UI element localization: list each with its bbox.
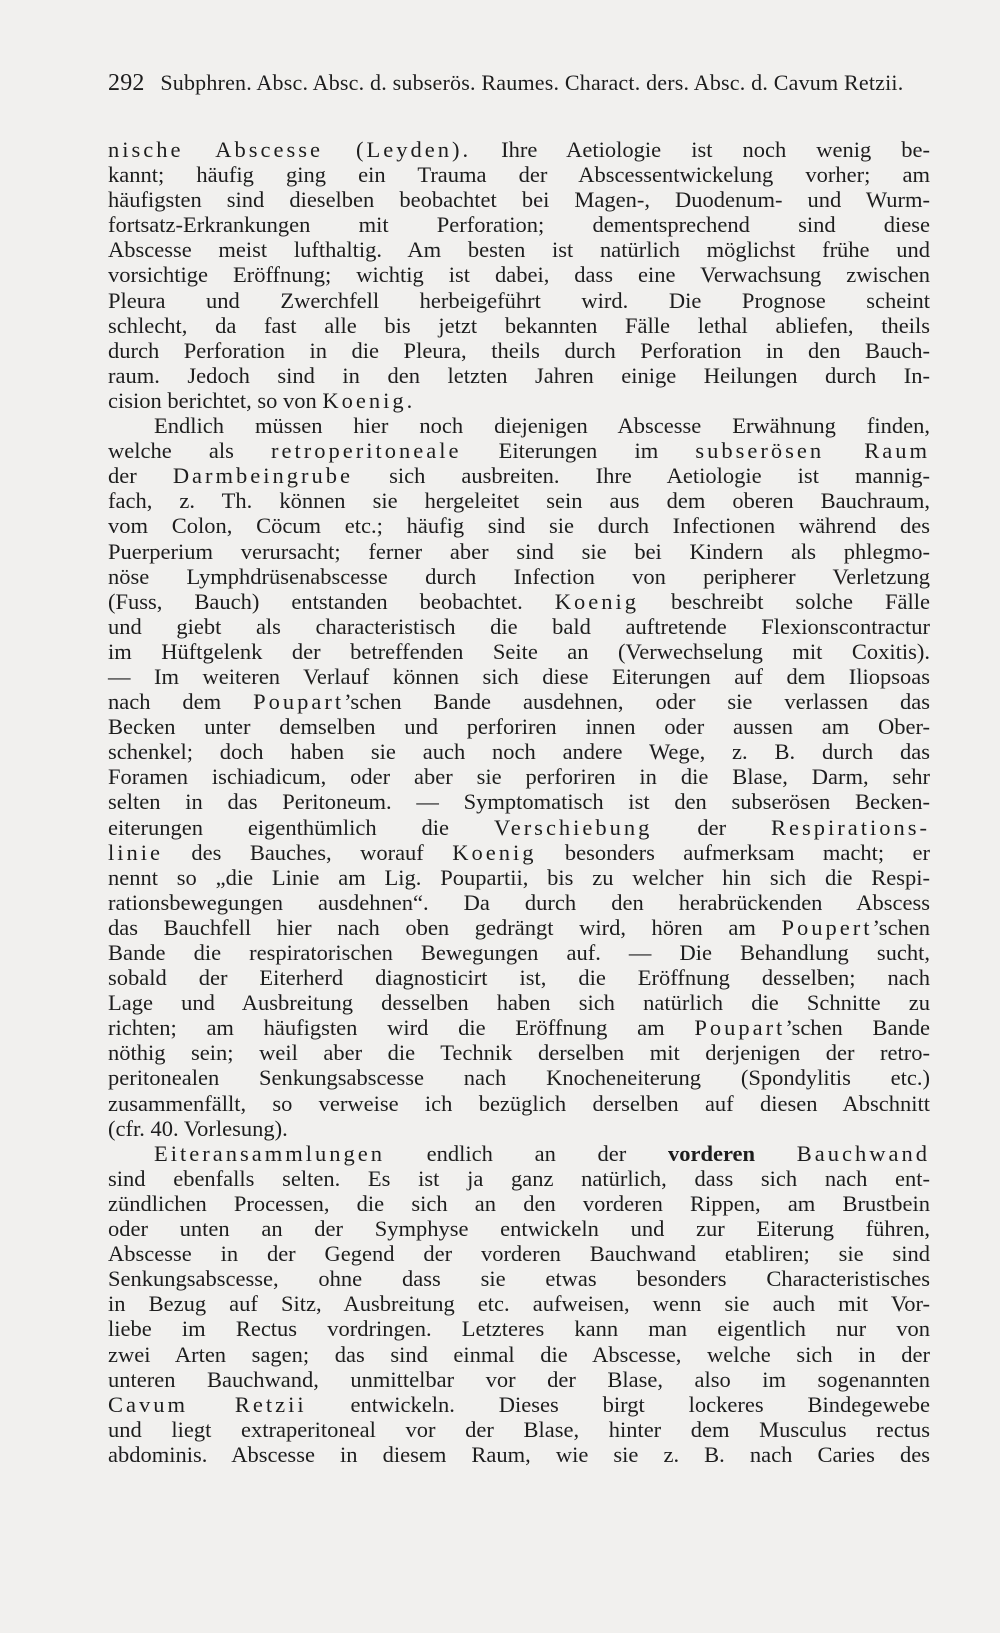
page-number: 292: [108, 70, 145, 96]
text-line: [108, 1342, 930, 1367]
text-segment: selten in das Peritoneum. — Symptomatisch ist den subserösen Becken-: [108, 789, 930, 815]
text-segment: kannt; häufig ging ein Trauma der Abscessentwickelung vorher; am: [108, 162, 930, 188]
text-line: [108, 789, 930, 814]
text-line: [108, 639, 930, 664]
text-line: [108, 488, 930, 513]
text-line: [108, 463, 930, 488]
text-line: [108, 1392, 930, 1417]
text-line: [108, 1367, 930, 1392]
text-segment: besonders aufmerksam macht; er: [536, 839, 931, 865]
text-segment: cision berichtet, so von: [108, 387, 323, 413]
spaced-emphasis: Poupart: [253, 689, 345, 715]
spaced-emphasis: linie: [108, 839, 163, 865]
text-segment: zwei Arten sagen; das sind einmal die Abscesse, welche sich in der: [108, 1341, 930, 1367]
text-line: [108, 1316, 930, 1341]
text-segment: (Fuss, Bauch) entstanden beobachtet.: [108, 588, 555, 614]
text-segment: Endlich müssen hier noch diejenigen Abscesse Erwähnung finden,: [154, 413, 930, 439]
text-segment: oder unten an der Symphyse entwickeln und zur Eiterung führen,: [108, 1216, 930, 1242]
text-line: [108, 1241, 930, 1266]
spaced-emphasis: Eiteransammlungen: [154, 1140, 385, 1166]
text-segment: entwickeln. Dieses birgt lockeres Bindegewebe: [306, 1391, 930, 1417]
text-line: [108, 513, 930, 538]
text-line: [108, 689, 930, 714]
spaced-emphasis: Koenig: [322, 387, 407, 413]
text-segment: liebe im Rectus vordringen. Letzteres kann man eigentlich nur von: [108, 1316, 930, 1342]
spaced-emphasis: Poupert: [781, 914, 873, 940]
text-segment: nöse Lymphdrüsenabscesse durch Infection von peripherer Verletzung: [108, 563, 930, 589]
text-segment: schenkel; doch haben sie auch noch andere Wege, z. B. durch das: [108, 739, 930, 765]
text-line: [108, 1417, 930, 1442]
text-segment: des Bauches, worauf: [163, 839, 453, 865]
text-line: [108, 915, 930, 940]
text-line: [108, 1116, 930, 1141]
text-segment: der: [108, 463, 173, 489]
text-segment: (cfr. 40. Vorlesung).: [108, 1115, 288, 1141]
text-segment: richten; am häufigsten wird die Eröffnung am: [108, 1015, 695, 1041]
text-line: [108, 664, 930, 689]
spaced-emphasis: Cavum Retzii: [108, 1391, 307, 1417]
text-segment: in Bezug auf Sitz, Ausbreitung etc. aufweisen, wenn sie auch mit Vor-: [108, 1291, 930, 1317]
text-segment: fach, z. Th. können sie hergeleitet sein aus dem oberen Bauchraum,: [108, 488, 930, 514]
text-line: [108, 237, 930, 262]
text-line: [108, 965, 930, 990]
text-line: [108, 288, 930, 313]
text-line: [108, 313, 930, 338]
text-segment: Eiterungen im: [461, 438, 696, 464]
text-line: [108, 1216, 930, 1241]
spaced-emphasis: Bauchwand: [796, 1140, 930, 1166]
text-segment: nennt so „die Linie am Lig. Poupartii, bis zu welcher hin sich die Respi-: [108, 864, 930, 890]
text-segment: vom Colon, Cöcum etc.; häufig sind sie durch Infectionen während des: [108, 513, 930, 539]
text-line: [108, 1291, 930, 1316]
text-line: [108, 1091, 930, 1116]
text-line: [108, 1015, 930, 1040]
text-line: [108, 1442, 930, 1467]
text-segment: [755, 1141, 797, 1166]
text-segment: der: [652, 814, 772, 840]
text-segment: im Hüftgelenk der betreffenden Seite an (Verwechselung mit Coxitis).: [108, 638, 930, 664]
text-segment: endlich an der: [384, 1140, 668, 1166]
text-segment: Puerperium verursacht; ferner aber sind sie bei Kindern als phlegmo-: [108, 538, 930, 564]
text-segment: Bande die respiratorischen Bewegungen auf. — Die Behandlung sucht,: [108, 940, 930, 965]
text-line: [108, 363, 930, 388]
text-segment: Becken unter demselben und perforiren innen oder aussen am Ober-: [108, 714, 930, 740]
text-segment: das Bauchfell hier nach oben gedrängt wird, hören am: [108, 914, 782, 940]
bold-emphasis: vorderen: [667, 1140, 756, 1166]
text-line: [108, 815, 930, 840]
text-segment: ’schen Bande: [785, 1015, 930, 1041]
spaced-emphasis: Darmbeingrube: [172, 463, 354, 489]
text-line: [108, 438, 930, 463]
text-line: [108, 338, 930, 363]
text-segment: — Im weiteren Verlauf können sich diese Eiterungen auf dem Iliopsoas: [108, 663, 930, 689]
text-line: [108, 589, 930, 614]
text-line: [108, 990, 930, 1015]
spaced-emphasis: Koenig: [554, 588, 639, 614]
body-text: [108, 137, 930, 1467]
text-segment: raum. Jedoch sind in den letzten Jahren einige Heilungen durch In-: [108, 362, 930, 388]
text-segment: Senkungsabscesse, ohne dass sie etwas besonders Characteristisches: [108, 1266, 930, 1292]
text-line: [108, 187, 930, 212]
text-line: [108, 1141, 930, 1166]
spaced-emphasis: Poupart: [694, 1015, 786, 1041]
text-segment: eiterungen eigenthümlich die: [108, 814, 494, 840]
text-line: [108, 1040, 930, 1065]
text-segment: Abscesse meist lufthaltig. Am besten ist natürlich möglichst frühe und: [108, 237, 930, 263]
running-header: [108, 70, 930, 97]
text-segment: zündlichen Processen, die sich an den vorderen Rippen, am Brustbein: [108, 1190, 930, 1216]
text-line: [108, 1065, 930, 1090]
text-segment: unteren Bauchwand, unmittelbar vor der Blase, also im sogenannten: [108, 1366, 930, 1392]
text-line: [108, 539, 930, 564]
text-segment: ’schen: [872, 914, 930, 940]
text-segment: nöthig sein; weil aber die Technik derselben mit derjenigen der retro-: [108, 1040, 930, 1066]
text-segment: Abscesse in der Gegend der vorderen Bauchwand etabliren; sie sind: [108, 1241, 930, 1267]
text-line: [108, 940, 930, 965]
text-line: [108, 865, 930, 890]
text-line: [108, 564, 930, 589]
spaced-emphasis: Koenig: [452, 839, 537, 865]
text-line: [108, 1191, 930, 1216]
text-segment: sind ebenfalls selten. Es ist ja ganz natürlich, dass sich nach ent-: [108, 1165, 930, 1191]
text-line: [108, 614, 930, 639]
spaced-emphasis: nische Abscesse (Leyden).: [108, 137, 472, 162]
text-line: [108, 764, 930, 789]
spaced-emphasis: Respirations-: [771, 814, 930, 840]
text-segment: und liegt extraperitoneal vor der Blase, hinter dem Musculus rectus: [108, 1416, 930, 1442]
text-segment: peritonealen Senkungsabscesse nach Knocheneiterung (Spondylitis etc.): [108, 1065, 930, 1091]
text-line: [108, 1266, 930, 1291]
text-segment: abdominis. Abscesse in diesem Raum, wie sie z. B. nach Caries des: [108, 1441, 930, 1467]
text-segment: ’schen Bande ausdehnen, oder sie verlassen das: [344, 689, 931, 715]
text-segment: beschreibt solche Fälle: [639, 588, 930, 614]
text-segment: sobald der Eiterherd diagnosticirt ist, die Eröffnung desselben; nach: [108, 965, 930, 991]
text-line: [108, 388, 930, 413]
text-segment: Pleura und Zwerchfell herbeigeführt wird. Die Prognose scheint: [108, 287, 930, 313]
text-line: [108, 714, 930, 739]
text-line: [108, 1166, 930, 1191]
text-segment: nach dem: [108, 689, 254, 715]
text-line: [108, 739, 930, 764]
text-line: [108, 212, 930, 237]
text-line: [108, 890, 930, 915]
text-segment: fortsatz-Erkrankungen mit Perforation; dementsprechend sind diese: [108, 212, 930, 238]
running-title: Subphren. Absc. Absc. d. subserös. Raumes. Charact. ders. Absc. d. Cavum Retzii.: [160, 70, 904, 95]
text-line: [108, 137, 930, 162]
spaced-emphasis: subserösen Raum: [695, 438, 930, 464]
text-segment: Foramen ischiadicum, oder aber sie perforiren in die Blase, Darm, sehr: [108, 764, 930, 790]
text-segment: vorsichtige Eröffnung; wichtig ist dabei, dass eine Verwachsung zwischen: [108, 262, 930, 288]
text-line: [108, 262, 930, 287]
text-line: [108, 413, 930, 438]
text-segment: Ihre Aetiologie ist noch wenig be-: [471, 137, 931, 162]
text-segment: rationsbewegungen ausdehnen“. Da durch den herabrückenden Abscess: [108, 889, 930, 915]
text-segment: sich ausbreiten. Ihre Aetiologie ist mannig-: [353, 463, 930, 489]
text-segment: häufigsten sind dieselben beobachtet bei Magen-, Duodenum- und Wurm-: [108, 187, 930, 213]
text-segment: welche als: [108, 438, 272, 464]
text-segment: Lage und Ausbreitung desselben haben sich natürlich die Schnitte zu: [108, 990, 930, 1016]
text-segment: .: [406, 387, 413, 413]
text-line: [108, 162, 930, 187]
text-segment: schlecht, da fast alle bis jetzt bekannten Fälle lethal abliefen, theils: [108, 312, 930, 338]
text-segment: durch Perforation in die Pleura, theils durch Perforation in den Bauch-: [108, 337, 930, 363]
spaced-emphasis: Verschiebung: [493, 814, 653, 840]
text-segment: zusammenfällt, so verweise ich bezüglich derselben auf diesen Abschnitt: [108, 1090, 930, 1116]
spaced-emphasis: retroperitoneale: [271, 438, 462, 464]
text-segment: und giebt als characteristisch die bald auftretende Flexionscontractur: [108, 613, 930, 639]
text-line: [108, 840, 930, 865]
